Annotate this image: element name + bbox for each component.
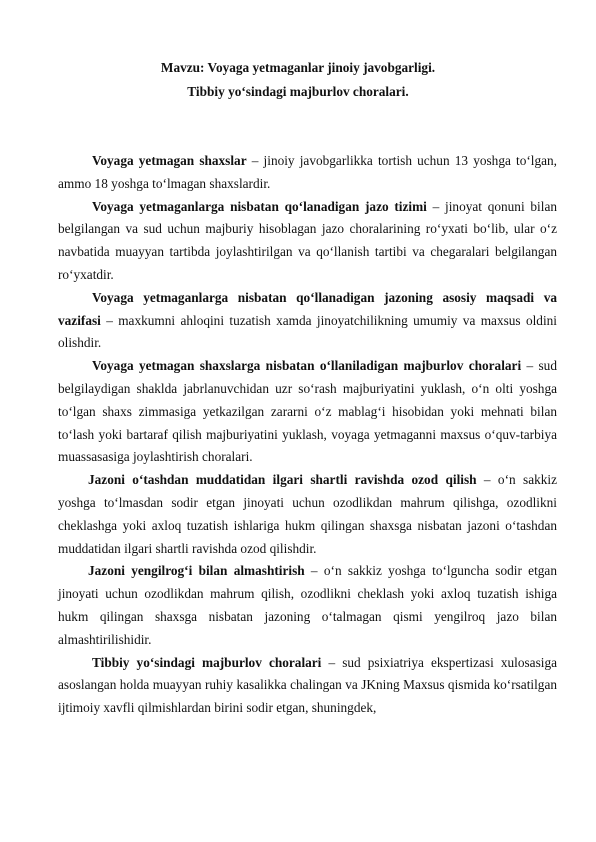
term-punishment-goal: Voyaga yetmaganlarga nisbatan qo‘llanadigan jazoning asosiy maqsadi va vazifasi <box>58 289 557 328</box>
definition-text-punishment-goal: – maxkumni ahloqini tuzatish xamda jinoyatchilikning umumiy va maxsus oldini olishdir. <box>58 312 557 351</box>
definition-paragraph-parole <box>58 469 557 560</box>
term-coercive-measures: Voyaga yetmagan shaxslarga nisbatan o‘llaniladigan majburlov choralari <box>92 358 522 374</box>
definition-paragraph-punishment-goal <box>58 287 557 355</box>
term-medical-measures: Tibbiy yo‘sindagi majburlov choralari <box>92 654 322 670</box>
term-parole: Jazoni o‘tashdan muddatidan ilgari shartli ravishda ozod qilish <box>88 472 477 488</box>
definition-text-coercive-measures: – sud belgilaydigan shaklda jabrlanuvchidan uzr so‘rash majburiyatini yuklash, o‘n olti yoshga to‘lgan shaxs zimmasiga yetkazilgan zararni o‘z mablag‘i hisobidan yoki mehnati bilan to‘lash yoki bartaraf qilish majburiyatini yuklash, voyaga yetmaganni maxsus o‘quv-tarbiya muassasasiga joylashtirish choralari. <box>58 358 557 465</box>
term-punishment-system: Voyaga yetmaganlarga nisbatan qo‘lanadigan jazo tizimi <box>92 198 427 214</box>
definition-text-punishment-system: – jinoyat qonuni bilan belgilangan va sud uchun majburiy hisoblagan jazo choralarining ro‘yxati bo‘lib, ular o‘z navbatida muayyan tartibda joylashtirilgan va qo‘llanish tartibi va chegaralari belgilangan ro‘yxatdir. <box>58 198 557 282</box>
document-title: Mavzu: Voyaga yetmaganlar jinoiy javobgarligi. <box>160 60 436 75</box>
term-minors: Voyaga yetmagan shaxslar <box>92 153 247 168</box>
definition-paragraph-coercive-measures <box>58 355 557 469</box>
definition-paragraph-minors <box>58 150 557 196</box>
definition-paragraph-medical-measures <box>58 652 557 720</box>
document-subtitle: Tibbiy yo‘sindagi majburlov choralari. <box>187 84 409 99</box>
definition-paragraph-commutation <box>58 560 557 651</box>
definition-paragraph-punishment-system <box>58 196 557 287</box>
term-commutation: Jazoni yengilrog‘i bilan almashtirish <box>88 563 305 579</box>
definition-text-medical-measures: – sud psixiatriya ekspertizasi xulosasiga asoslangan holda muayyan ruhiy kasalikka chalingan va JKning Maxsus qismida ko‘rsatilgan ijtimoiy xavfli qilmishlardan birini sodir etgan, shuningdek, <box>58 654 557 716</box>
definition-text-commutation: – o‘n sakkiz yoshga to‘lguncha sodir etgan jinoyati uchun ozodlikdan mahrum qilish, ozodlikni cheklash yoki axloq tuzatish ishiga hukm qilingan shaxsga nisbatan jazoning o‘talmagan qismi yengilroq jazo bilan almashtirilishidir. <box>58 563 557 647</box>
definition-text-minors: – jinoiy javobgarlikka tortish uchun 13 yoshga to‘lgan, ammo 18 yoshga to‘lmagan shaxslardir. <box>58 153 558 191</box>
document-body <box>58 150 557 720</box>
definition-text-parole: – o‘n sakkiz yoshga to‘lmasdan sodir etgan jinoyati uchun ozodlikdan mahrum qilishga, ozodlikni cheklashga yoki axloq tuzatish ishlariga hukm qilingan shaxsga nisbatan jazoni o‘tashdan muddatidan ilgari shartli ravishda ozod qilishdir. <box>58 472 557 556</box>
